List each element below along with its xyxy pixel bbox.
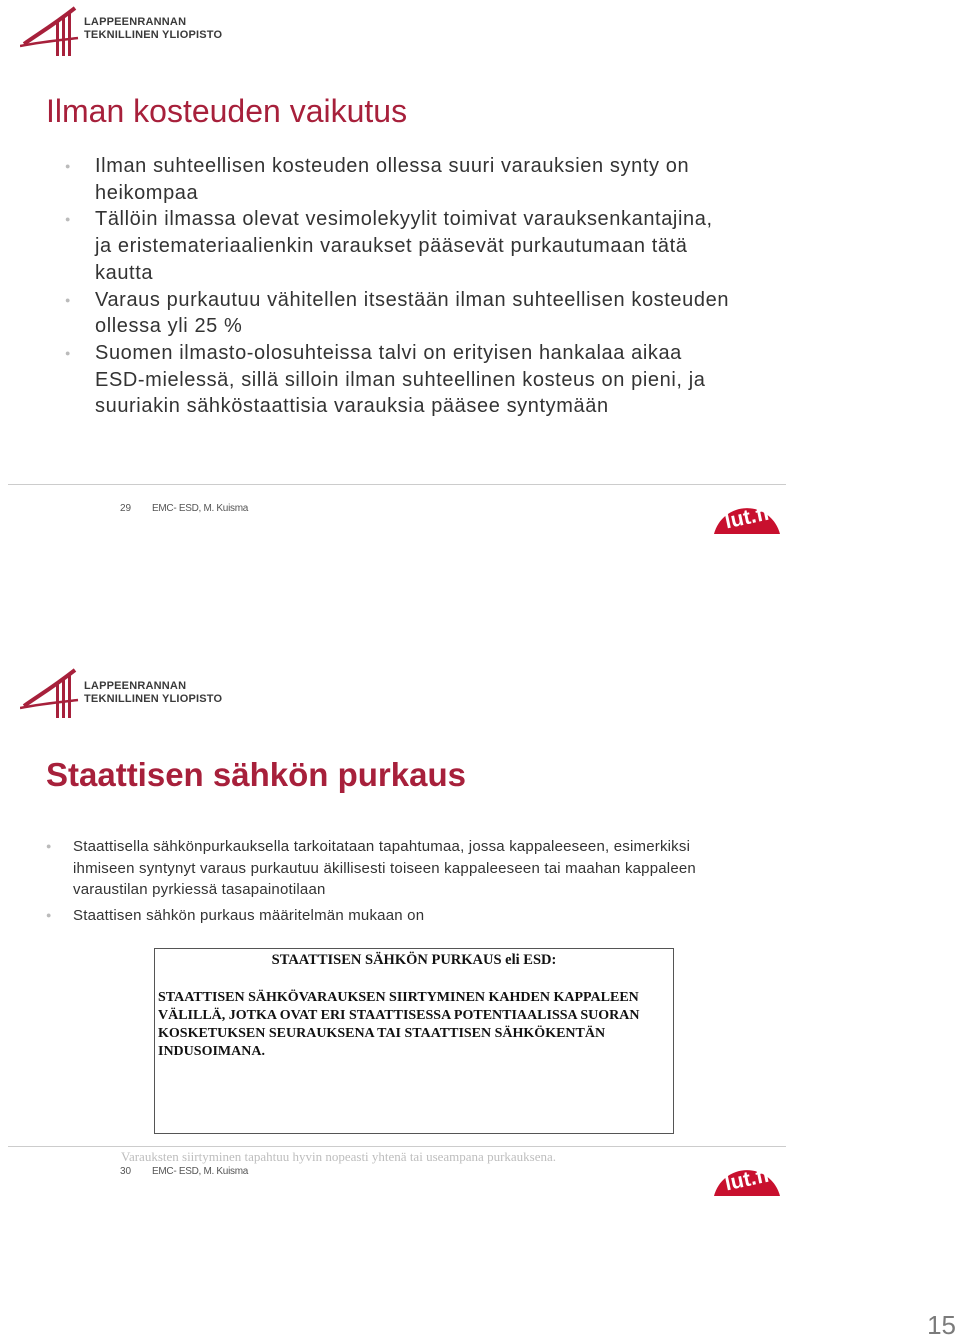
bullet-dot-icon: ● [65,214,72,225]
slide-title: Staattisen sähkön purkaus [46,756,466,793]
bullet-text: Tällöin ilmassa olevat vesimolekyylit toimivat varauksenkantajina, ja eristemateriaalienkin varaukset pääsevät purkautumaan tätä kautta [95,208,713,284]
bullet-text: Varaus purkautuu vähitellen itsestään ilman suhteellisen kosteuden ollessa yli 25 % [95,288,730,338]
badge-label: lut.fi [722,501,771,534]
slide-number: 30 [120,1166,132,1177]
bullet-item [65,287,735,340]
logo-mark-icon [20,4,80,62]
footer-author: EMC- ESD, M. Kuisma [152,1166,248,1177]
slide-title: Ilman kosteuden vaikutus [46,93,408,129]
footer-author: EMC- ESD, M. Kuisma [152,503,248,514]
footer-divider [8,1146,786,1147]
bullet-dot-icon: ● [65,294,72,305]
logo-line-1: LAPPEENRANNAN [84,16,187,28]
logo-line-2: TEKNILLINEN YLIOPISTO [84,693,223,705]
bullet-item [46,836,753,901]
bullet-dot-icon: ● [46,909,52,920]
bullet-text: Staattisella sähkönpurkauksella tarkoitataan tapahtumaa, jossa kappaleeseen, esimerkiksi ihmiseen syntynyt varaus purkautuu äkillisesti toiseen kappaleeseen tai maahan kappaleen varaustilan pyrkiessä tasapainotilaan [73,838,696,898]
bullet-text: Suomen ilmasto-olosuhteissa talvi on erityisen hankalaa aikaa ESD-mielessä, sillä silloin ilman suhteellinen kosteus on pieni, ja suuriakin sähköstaattisia varauksia pääsee syntymään [95,341,706,418]
university-logo [20,666,223,726]
bullet-item [65,340,735,420]
bullet-text: Ilman suhteellisen kosteuden ollessa suuri varauksien synty on heikompaa [95,155,690,204]
lut-fi-badge-icon [712,488,782,534]
slide-number: 29 [120,503,132,514]
lut-fi-badge-icon [712,1150,782,1196]
bullet-text: Staattisen sähkön purkaus määritelmän mukaan on [73,906,425,924]
bullet-dot-icon: ● [65,347,72,358]
slide-29 [0,0,960,540]
definition-body: STAATTISEN SÄHKÖVARAUKSEN SIIRTYMINEN KAHDEN KAPPALEEN VÄLILLÄ, JOTKA OVAT ERI STAATTISESSA POTENTIAALISSA SUORAN KOSKETUKSEN SEURAUKSENA TAI STAATTISEN SÄHKÖKENTÄN INDUSOIMANA. [158,990,640,1059]
logo-line-1: LAPPEENRANNAN [84,680,187,692]
bullet-item [46,905,753,927]
bullet-item [65,153,735,206]
overflow-text: Varauksten siirtyminen tapahtuu hyvin nopeasti yhtenä tai useampana purkauksena. [121,1149,557,1164]
bullet-dot-icon: ● [46,841,52,851]
logo-mark-icon [20,666,80,724]
bullet-item [65,206,735,286]
badge-label: lut.fi [722,1163,771,1196]
page-number: 15 [927,1310,956,1340]
footer-divider [8,484,786,485]
logo-line-2: TEKNILLINEN YLIOPISTO [84,29,223,41]
bullet-list [46,836,753,926]
bullet-list [65,153,735,420]
university-logo [20,4,223,64]
esd-definition-box [154,948,674,1134]
bullet-dot-icon: ● [65,161,72,171]
definition-heading: STAATTISEN SÄHKÖN PURKAUS eli ESD: [271,952,557,968]
